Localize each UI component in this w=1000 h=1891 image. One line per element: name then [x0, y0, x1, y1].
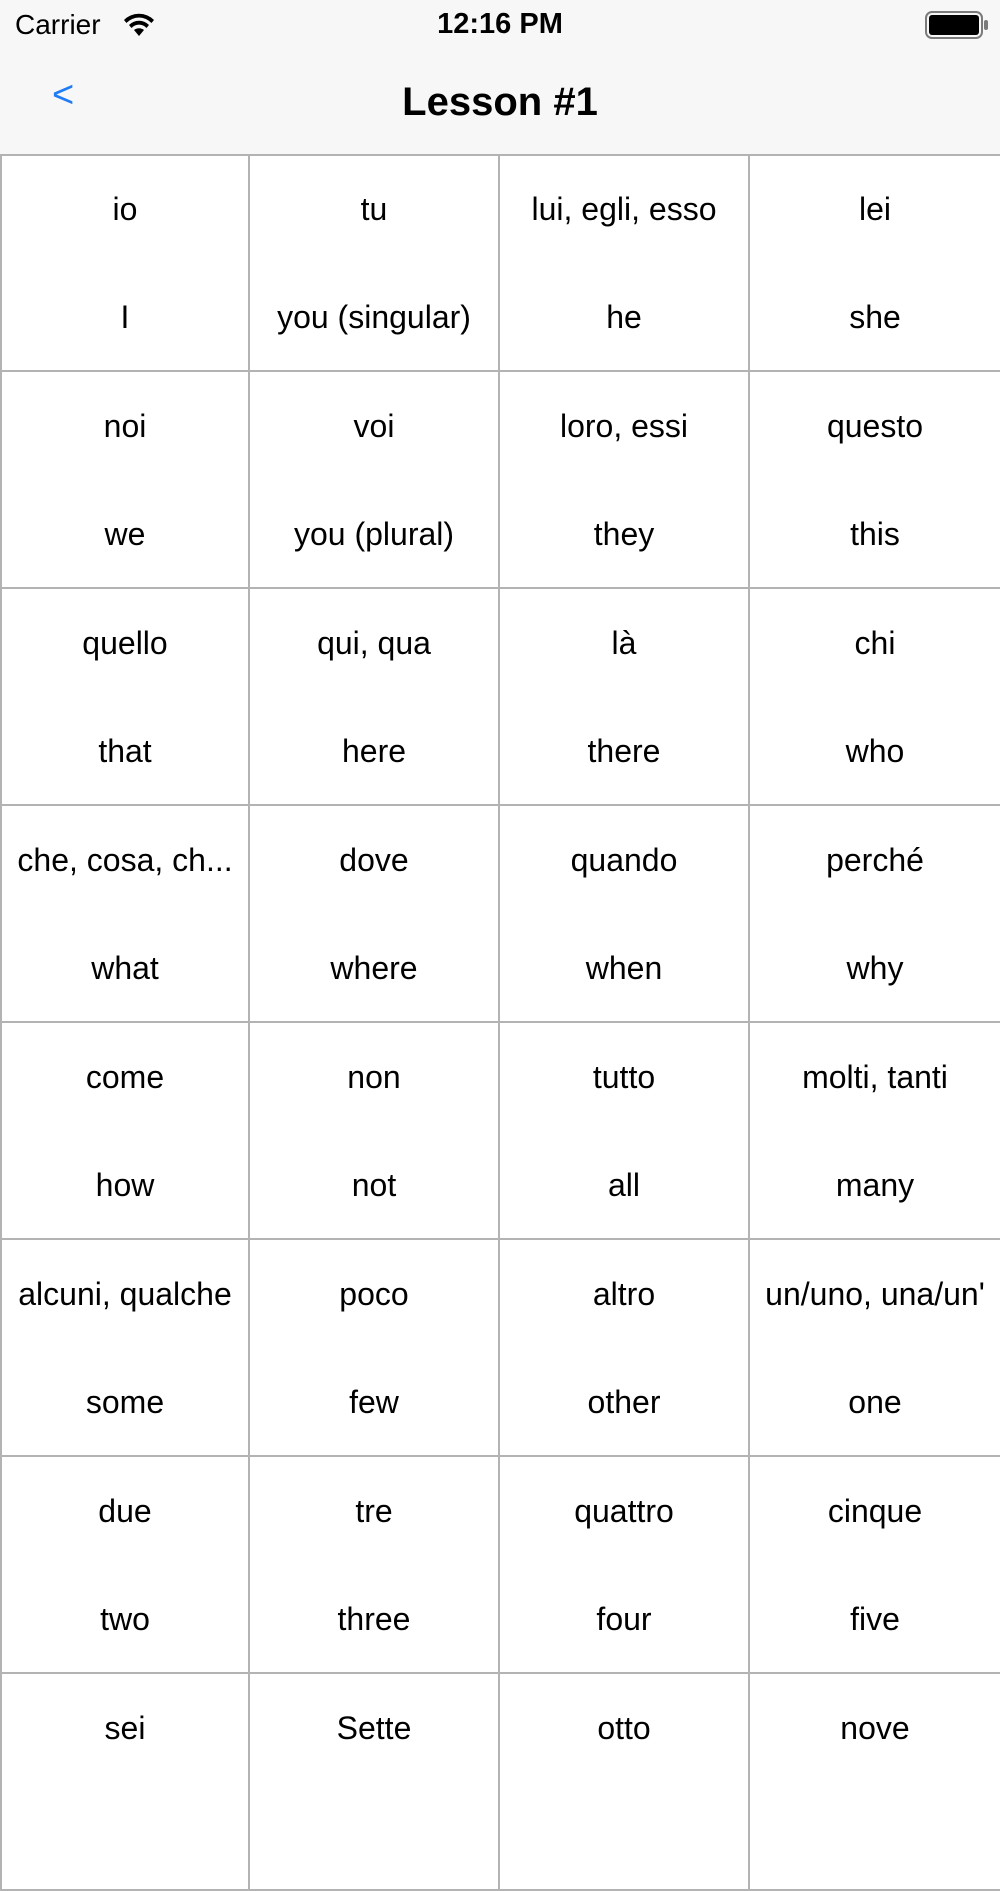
italian-word: Sette	[336, 1710, 412, 1746]
italian-word: quando	[570, 842, 678, 878]
vocab-card[interactable]	[500, 155, 750, 372]
italian-word: tre	[355, 1493, 393, 1529]
english-translation: two	[100, 1601, 150, 1637]
vocab-card[interactable]	[750, 1674, 1000, 1891]
english-translation: you (plural)	[293, 516, 455, 552]
english-translation: why	[846, 950, 904, 986]
english-translation: you (singular)	[277, 299, 471, 335]
vocab-card[interactable]	[750, 372, 1000, 589]
english-translation: few	[349, 1384, 399, 1420]
english-translation: I	[120, 299, 130, 335]
english-translation: he	[606, 299, 642, 335]
vocab-card[interactable]	[250, 372, 500, 589]
italian-word: come	[85, 1059, 165, 1095]
english-translation: this	[850, 516, 900, 552]
english-translation: there	[587, 733, 661, 769]
vocab-card[interactable]	[250, 1023, 500, 1240]
english-translation: who	[845, 733, 905, 769]
vocab-card[interactable]	[500, 1457, 750, 1674]
italian-word: sei	[104, 1710, 146, 1746]
vocab-card[interactable]	[0, 1457, 250, 1674]
vocab-card[interactable]	[0, 372, 250, 589]
vocab-card[interactable]	[0, 1023, 250, 1240]
vocab-card[interactable]	[250, 1240, 500, 1457]
vocab-card[interactable]	[500, 589, 750, 806]
vocab-card[interactable]	[500, 1674, 750, 1891]
english-translation: we	[104, 516, 146, 552]
vocab-card[interactable]	[250, 1674, 500, 1891]
italian-word: tutto	[592, 1059, 656, 1095]
vocab-card[interactable]	[750, 806, 1000, 1023]
english-translation: some	[85, 1384, 165, 1420]
vocab-card[interactable]	[750, 1023, 1000, 1240]
italian-word: quattro	[574, 1493, 674, 1529]
italian-word: cinque	[827, 1493, 923, 1529]
battery-icon	[925, 11, 989, 39]
vocab-card[interactable]	[500, 372, 750, 589]
vocab-card[interactable]	[750, 155, 1000, 372]
italian-word: lui, egli, esso	[531, 191, 717, 227]
italian-word: nove	[840, 1710, 910, 1746]
english-translation: she	[849, 299, 901, 335]
italian-word: voi	[353, 408, 395, 444]
vocab-card[interactable]	[750, 1240, 1000, 1457]
vocab-card[interactable]	[250, 155, 500, 372]
italian-word: poco	[339, 1276, 409, 1312]
english-translation: four	[596, 1601, 652, 1637]
english-translation: when	[585, 950, 663, 986]
vocab-card[interactable]	[0, 1674, 250, 1891]
back-button[interactable]: <	[52, 74, 75, 116]
vocab-card[interactable]	[0, 155, 250, 372]
italian-word: perché	[826, 842, 924, 878]
english-translation: here	[341, 733, 407, 769]
english-translation: many	[835, 1167, 915, 1203]
italian-word: questo	[826, 408, 924, 444]
navigation-bar	[0, 50, 1000, 156]
vocab-card[interactable]	[250, 589, 500, 806]
english-translation: all	[607, 1167, 640, 1203]
vocab-card[interactable]	[500, 1023, 750, 1240]
italian-word: molti, tanti	[802, 1059, 948, 1095]
english-translation: one	[848, 1384, 902, 1420]
english-translation: where	[330, 950, 418, 986]
italian-word: loro, essi	[559, 408, 689, 444]
vocab-card[interactable]	[750, 589, 1000, 806]
italian-word: due	[98, 1493, 152, 1529]
vocab-card[interactable]	[500, 806, 750, 1023]
italian-word: lei	[858, 191, 891, 227]
italian-word: alcuni, qualche	[18, 1276, 232, 1312]
carrier-label: Carrier	[15, 9, 101, 40]
italian-word: io	[112, 191, 138, 227]
italian-word: qui, qua	[317, 625, 431, 661]
italian-word: quello	[82, 625, 168, 661]
italian-word: non	[347, 1059, 401, 1095]
english-translation: what	[91, 950, 159, 986]
italian-word: noi	[103, 408, 147, 444]
vocab-card[interactable]	[750, 1457, 1000, 1674]
english-translation: five	[850, 1601, 900, 1637]
status-time: 12:16 PM	[437, 8, 563, 40]
vocab-card[interactable]	[0, 806, 250, 1023]
english-translation: not	[351, 1167, 397, 1203]
vocab-card[interactable]	[500, 1240, 750, 1457]
italian-word: che, cosa, ch...	[17, 842, 233, 878]
english-translation: how	[95, 1167, 155, 1203]
vocab-card[interactable]	[250, 1457, 500, 1674]
vocab-card[interactable]	[0, 589, 250, 806]
english-translation: that	[98, 733, 152, 769]
page-title: Lesson #1	[402, 80, 598, 124]
vocab-card[interactable]	[0, 1240, 250, 1457]
italian-word: là	[611, 625, 637, 661]
vocab-card[interactable]	[250, 806, 500, 1023]
english-translation: they	[593, 516, 655, 552]
italian-word: tu	[360, 191, 388, 227]
english-translation: other	[587, 1384, 661, 1420]
english-translation: three	[337, 1601, 411, 1637]
italian-word: un/uno, una/un'	[765, 1276, 985, 1312]
italian-word: altro	[592, 1276, 656, 1312]
vocabulary-grid	[0, 155, 1000, 1891]
status-bar	[0, 0, 1000, 50]
italian-word: dove	[339, 842, 409, 878]
italian-word: chi	[854, 625, 896, 661]
italian-word: otto	[597, 1710, 651, 1746]
